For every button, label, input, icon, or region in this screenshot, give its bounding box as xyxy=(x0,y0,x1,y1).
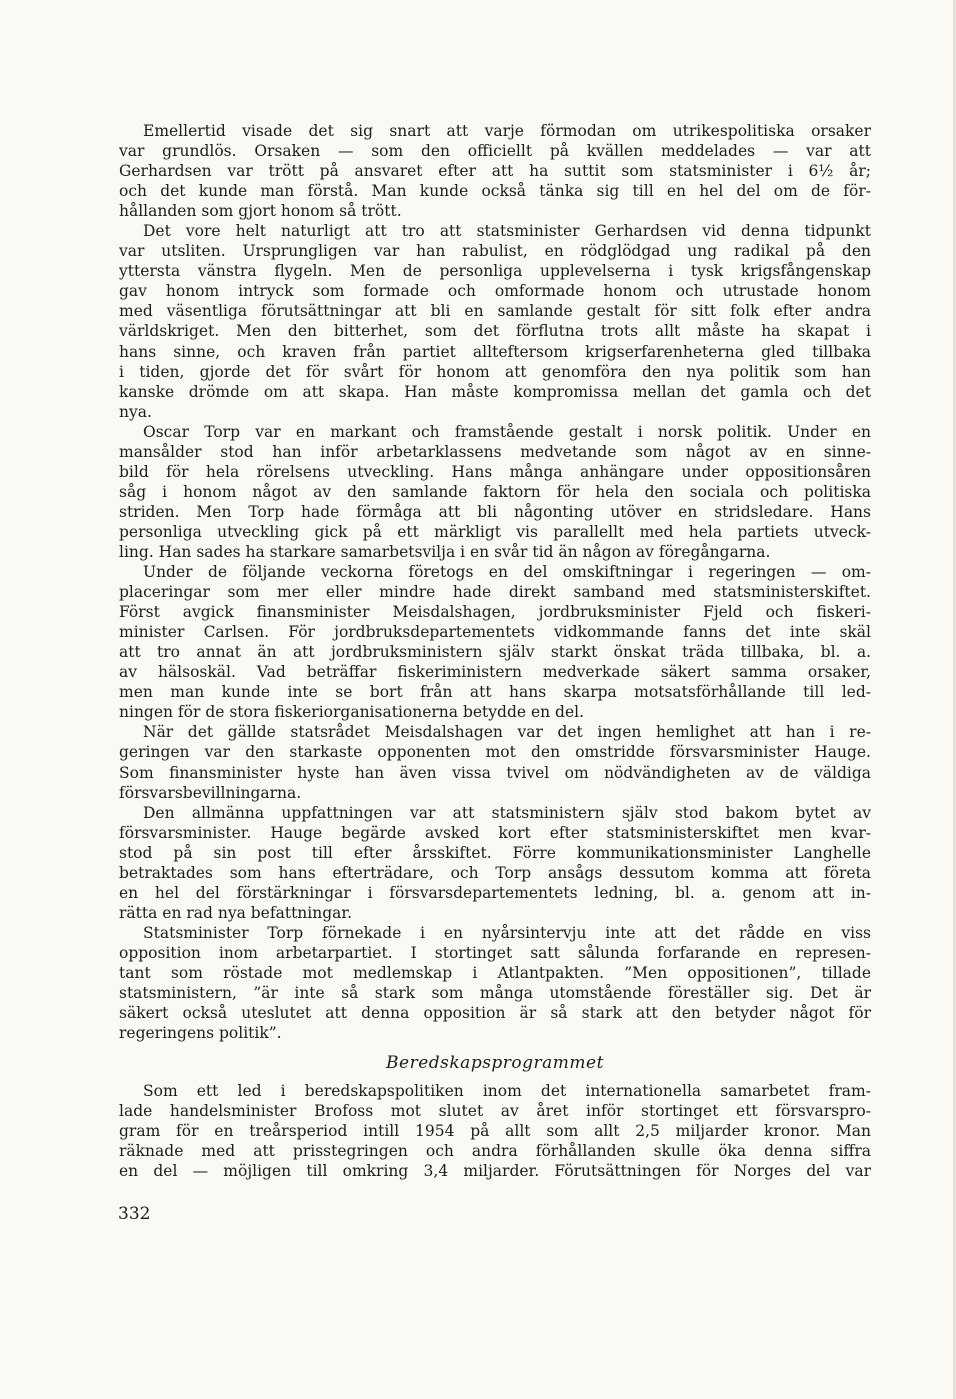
text-line: placeringar som mer eller mindre hade direkt samband med statsministerskiftet. xyxy=(119,583,871,602)
text-line: bild för hela rörelsens utveckling. Hans många anhängare under oppositionsåren xyxy=(119,462,871,481)
text-line: lade handelsminister Brofoss mot slutet av året inför stortinget ett försvarspro- xyxy=(119,1102,871,1121)
paragraphs-before-heading xyxy=(119,121,871,1043)
text-line: gav honom intryck som formade och omformade honom och utrustade honom xyxy=(119,282,871,301)
text-line: säkert också uteslutet att denna opposition är så stark att den betyder något för xyxy=(119,1004,871,1023)
text-line: Som ett led i beredskapspolitiken inom det internationella samarbetet fram- xyxy=(143,1082,871,1101)
section-heading: Beredskapsprogrammet xyxy=(386,1053,604,1074)
text-line: en del — möjligen till omkring 3,4 miljarder. Förutsättningen för Norges del var xyxy=(119,1162,871,1181)
text-line: ningen för de stora fiskeriorganisationerna betydde en del. xyxy=(119,703,585,722)
text-line: striden. Men Torp hade förmåga att bli någonting utöver en stridsledare. Hans xyxy=(119,502,871,521)
text-line: statsministern, ”är inte så stark som många utomstående föreställer sig. Det är xyxy=(119,984,871,1003)
text-line: att tro annat än att jordbruksministern själv starkt önskat träda tillbaka, bl. a. xyxy=(119,643,871,662)
text-line: Den allmänna uppfattningen var att statsministern själv stod bakom bytet av xyxy=(143,803,871,822)
text-line: personliga utveckling gick på ett märkligt vis parallellt med hela partiets utveck- xyxy=(119,522,871,541)
text-line: rätta en rad nya befattningar. xyxy=(119,903,353,922)
text-line: mansålder stod han inför arbetarklassens medvetande som något av en sinne- xyxy=(119,442,871,461)
text-line: nya. xyxy=(119,402,152,421)
text-line: och det kunde man förstå. Man kunde också tänka sig till en hel del om de för- xyxy=(119,182,871,201)
paragraph xyxy=(119,803,871,923)
text-line: Gerhardsen var trött på ansvaret efter att ha suttit som statsminister i 6½ år; xyxy=(119,162,871,181)
text-line: opposition inom arbetarpartiet. I stortinget satt sålunda forfarande en represen- xyxy=(119,943,871,962)
text-line: räknade med att prisstegringen och andra förhållanden skulle öka denna siffra xyxy=(119,1142,871,1161)
text-line: av hälsoskäl. Vad beträffar fiskeriministern medverkade säkert samma orsaker, xyxy=(119,663,871,682)
text-line: regeringens politik”. xyxy=(119,1024,282,1043)
text-line: geringen var den starkaste opponenten mot den omstridde försvarsminister Hauge. xyxy=(119,743,871,762)
text-line: tant som röstade mot medlemskap i Atlantpakten. ”Men oppositionen”, tillade xyxy=(119,963,871,982)
text-line: Statsminister Torp förnekade i en nyårsintervju inte att det rådde en viss xyxy=(143,923,871,942)
text-line: ling. Han sades ha starkare samarbetsvilja i en svår tid än någon av föregångarna. xyxy=(119,542,771,561)
text-line: betraktades som hans efterträdare, och Torp ansågs dessutom komma att företa xyxy=(119,863,871,882)
paragraph xyxy=(119,422,871,562)
text-line: stod på sin post till efter årsskiftet. Förre kommunikationsminister Langhelle xyxy=(119,843,871,862)
text-line: försvarsminister. Hauge begärde avsked kort efter statsministerskiftet men kvar- xyxy=(119,823,871,842)
paragraphs-after-heading xyxy=(119,1081,871,1181)
text-line: Oscar Torp var en markant och framstående gestalt i norsk politik. Under en xyxy=(143,422,871,441)
text-line: Först avgick finansminister Meisdalshagen, jordbruksminister Fjeld och fiskeri- xyxy=(119,603,871,622)
body-text xyxy=(119,121,871,1181)
paragraph xyxy=(119,121,871,221)
paragraph xyxy=(119,722,871,802)
text-line: med väsentliga förutsättningar att bli en samlande gestalt för sitt folk efter andra xyxy=(119,302,871,321)
text-line: men man kunde inte se bort från att hans skarpa motsatsförhållande till led- xyxy=(119,683,871,702)
text-line: försvarsbevillningarna. xyxy=(119,783,302,802)
text-line: var grundlös. Orsaken — som den officiellt på kvällen meddelades — var att xyxy=(119,142,871,161)
paragraph xyxy=(119,923,871,1043)
paragraph xyxy=(119,221,871,421)
text-line: Under de följande veckorna företogs en del omskiftningar i regeringen — om- xyxy=(143,563,871,582)
text-line: hans sinne, och kraven från partiet allteftersom krigserfarenheterna gled tillbaka xyxy=(119,342,871,361)
text-line: världskriget. Men den bitterhet, som det förflutna trots allt måste ha skapat i xyxy=(119,322,871,341)
text-line: Som finansminister hyste han även vissa tvivel om nödvändigheten av de väldiga xyxy=(119,763,871,782)
text-line: hållanden som gjort honom så trött. xyxy=(119,202,402,221)
paragraph xyxy=(119,1081,871,1181)
text-line: gram för en treårsperiod intill 1954 på allt som allt 2,5 miljarder kronor. Man xyxy=(119,1122,871,1141)
text-line: Emellertid visade det sig snart att varje förmodan om utrikespolitiska orsaker xyxy=(143,122,871,140)
text-line: en hel del förstärkningar i försvarsdepartementets ledning, bl. a. genom att in- xyxy=(119,883,871,902)
page-number: 332 xyxy=(118,1204,151,1224)
text-line: Det vore helt naturligt att tro att statsminister Gerhardsen vid denna tidpunkt xyxy=(143,222,871,241)
text-line: yttersta vänstra flygeln. Men de personliga upplevelserna i tysk krigsfångenskap xyxy=(119,262,871,281)
text-line: kanske drömde om att skapa. Han måste kompromissa mellan det gamla och det xyxy=(119,382,871,401)
text-line: var utsliten. Ursprungligen var han rabulist, en rödglödgad ung radikal på den xyxy=(119,242,871,261)
text-line: När det gällde statsrådet Meisdalshagen var det ingen hemlighet att han i re- xyxy=(143,723,871,742)
text-line: i tiden, gjorde det för svårt för honom att genomföra den nya politik som han xyxy=(119,362,871,381)
text-line: såg i honom något av den samlande faktorn för hela den sociala och politiska xyxy=(119,482,871,501)
paragraph xyxy=(119,562,871,722)
text-line: minister Carlsen. För jordbruksdepartementets vidkommande fanns det inte skäl xyxy=(119,623,871,642)
